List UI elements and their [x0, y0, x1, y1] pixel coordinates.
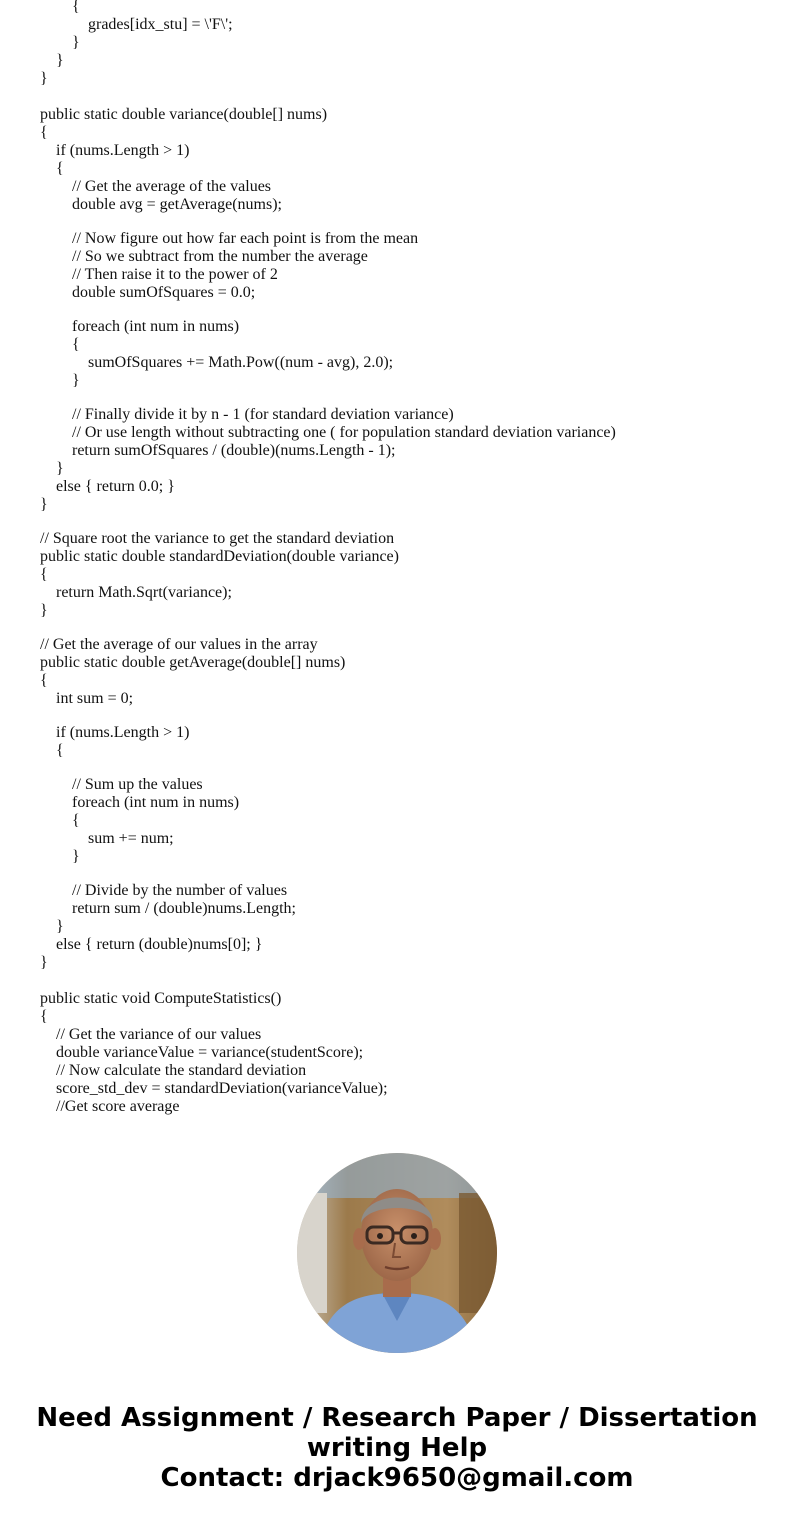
code-line: if (nums.Length > 1) — [40, 142, 190, 159]
code-line: return Math.Sqrt(variance); — [40, 584, 232, 601]
code-line: { — [40, 812, 80, 829]
contact-email: Contact: drjack9650@gmail.com — [160, 1463, 634, 1493]
code-line: { — [40, 742, 64, 759]
code-line: int sum = 0; — [40, 690, 134, 707]
code-line: } — [40, 496, 48, 513]
code-line: // Square root the variance to get the standard deviation — [40, 530, 395, 547]
code-line: } — [40, 918, 64, 935]
code-line: } — [40, 372, 80, 389]
code-line: return sum / (double)nums.Length; — [40, 900, 296, 917]
code-line: } — [40, 602, 48, 619]
code-line: else { return 0.0; } — [40, 478, 175, 495]
code-line: { — [40, 160, 64, 177]
code-line: grades[idx_stu] = \'F\'; — [40, 16, 233, 33]
code-line: // Now calculate the standard deviation — [40, 1062, 307, 1079]
contact-banner — [0, 1403, 794, 1493]
code-line: // Sum up the values — [40, 776, 203, 793]
help-heading: Need Assignment / Research Paper / Dissertation — [36, 1403, 758, 1433]
code-line: } — [40, 52, 64, 69]
code-line: { — [40, 566, 48, 583]
code-line: } — [40, 460, 64, 477]
code-line: sumOfSquares += Math.Pow((num - avg), 2.0); — [40, 354, 394, 371]
code-line: else { return (double)nums[0]; } — [40, 936, 263, 953]
author-portrait-image — [297, 1153, 497, 1353]
code-line: // Finally divide it by n - 1 (for standard deviation variance) — [40, 406, 454, 423]
code-line: } — [40, 34, 80, 51]
code-line: // Get the average of our values in the array — [40, 636, 318, 653]
code-line: double varianceValue = variance(studentScore); — [40, 1044, 364, 1061]
code-line: { — [40, 1008, 48, 1025]
code-line: public static double variance(double[] nums) — [40, 106, 328, 123]
code-line: double avg = getAverage(nums); — [40, 196, 282, 213]
code-line: // Divide by the number of values — [40, 882, 288, 899]
code-line: // Then raise it to the power of 2 — [40, 266, 278, 283]
author-avatar — [297, 1153, 497, 1353]
code-line: public static double standardDeviation(double variance) — [40, 548, 399, 565]
code-line: } — [40, 848, 80, 865]
code-line: // Now figure out how far each point is from the mean — [40, 230, 419, 247]
code-line: //Get score average — [40, 1098, 180, 1115]
help-subheading: writing Help — [306, 1433, 488, 1463]
code-line: // Get the average of the values — [40, 178, 272, 195]
code-line: { — [40, 124, 48, 141]
code-line: { — [40, 0, 80, 15]
code-line: // Or use length without subtracting one ( for population standard deviation variance) — [40, 424, 616, 441]
code-line: foreach (int num in nums) — [40, 794, 240, 811]
code-line: public static void ComputeStatistics() — [40, 990, 282, 1007]
code-line: return sumOfSquares / (double)(nums.Length - 1); — [40, 442, 396, 459]
code-line: } — [40, 954, 48, 971]
code-line: foreach (int num in nums) — [40, 318, 240, 335]
code-line: public static double getAverage(double[] nums) — [40, 654, 346, 671]
code-line: { — [40, 336, 80, 353]
code-line: // So we subtract from the number the average — [40, 248, 368, 265]
code-line: double sumOfSquares = 0.0; — [40, 284, 256, 301]
code-line: // Get the variance of our values — [40, 1026, 262, 1043]
code-line: score_std_dev = standardDeviation(varianceValue); — [40, 1080, 388, 1097]
code-line: sum += num; — [40, 830, 174, 847]
code-line: } — [40, 70, 48, 87]
code-line: { — [40, 672, 48, 689]
code-listing — [40, 0, 770, 1130]
code-line: if (nums.Length > 1) — [40, 724, 190, 741]
